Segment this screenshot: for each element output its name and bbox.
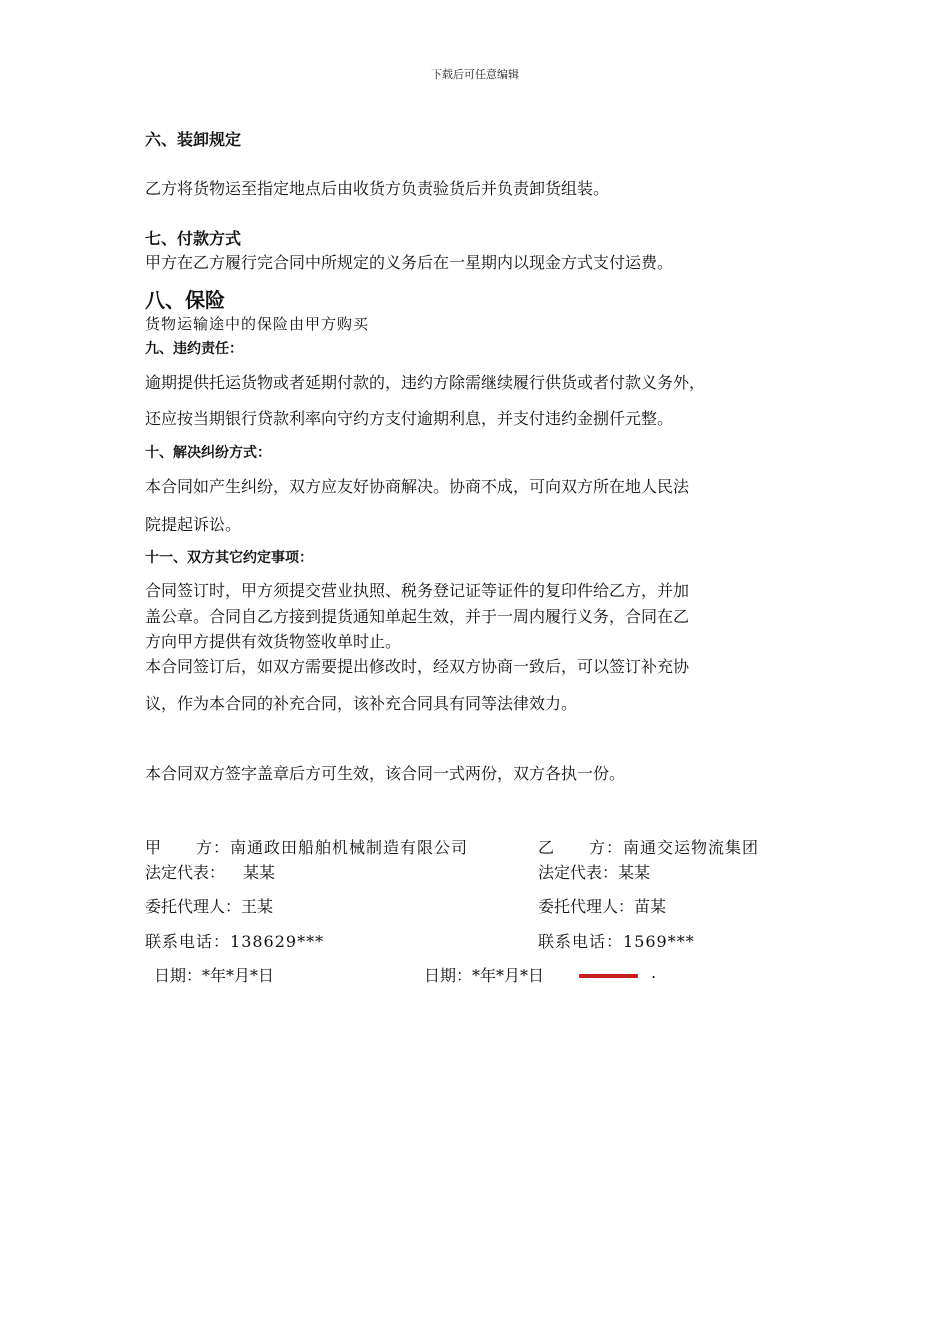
party-a-agent-row [145,894,273,917]
section-11-line-4: 本合同签订后，如双方需要提出修改时，经双方协商一致后，可以签订补充协 [145,657,690,676]
section-9-line-2: 还应按当期银行贷款利率向守约方支付逾期利息，并支付违约金捌仟元整。 [145,409,674,428]
section-11-line-1: 合同签订时，甲方须提交营业执照、税务登记证等证件的复印件给乙方，并加 [145,581,690,600]
party-a-date-label: 日期： [154,966,203,985]
section-6-body: 乙方将货物运至指定地点后由收货方负责验货后并负责卸货组装。 [145,179,610,198]
section-8-body: 货物运输途中的保险由甲方购买 [145,315,370,333]
party-a-phone-row [145,929,324,952]
party-a-date-value: *年*月*日 [202,966,275,985]
party-b-rep-label: 法定代表： [538,863,619,882]
section-11-title: 十一、双方其它约定事项： [145,550,313,566]
section-10-title: 十、解决纠纷方式： [145,445,271,461]
party-a-rep-label: 法定代表： [145,863,226,882]
header-note: 下载后可任意编辑 [431,68,519,81]
section-9-line-1: 逾期提供托运货物或者延期付款的，违约方除需继续履行供货或者付款义务外， [145,373,706,392]
section-7-title: 七、付款方式 [145,229,242,248]
party-a-name: 南通政田船舶机械制造有限公司 [230,838,469,857]
section-10-line-1: 本合同如产生纠纷，双方应友好协商解决。协商不成，可向双方所在地人民法 [145,477,690,496]
party-b-name: 南通交运物流集团 [623,838,760,857]
party-a-date-row [154,963,274,986]
party-a-phone-value: 138629*** [230,932,325,951]
section-7-body: 甲方在乙方履行完合同中所规定的义务后在一星期内以现金方式支付运费。 [145,253,674,272]
party-b-date-label: 日期： [424,966,473,985]
section-8-title: 八、保险 [145,288,225,312]
party-b-agent-value: 苗某 [634,897,667,916]
party-b-row [538,835,759,858]
party-b-date-value: *年*月*日 [472,966,545,985]
party-a-agent-value: 王某 [241,897,274,916]
party-b-label: 乙 方： [538,838,624,857]
party-a-rep-value: 某某 [243,863,276,882]
section-11-line-3: 方向甲方提供有效货物签收单时止。 [145,632,402,651]
party-b-agent-row [538,894,666,917]
closing-statement: 本合同双方签字盖章后方可生效，该合同一式两份，双方各执一份。 [145,764,626,783]
party-b-rep-row [538,860,650,883]
party-a-rep-row [145,860,275,883]
section-10-line-2: 院提起诉讼。 [145,515,242,534]
party-b-date-row [424,963,544,986]
party-b-phone-value: 1569*** [623,932,695,951]
seal-mark-line [579,974,638,978]
section-9-title: 九、违约责任： [145,341,243,357]
section-11-line-2: 盖公章。合同自乙方接到提货通知单起生效，并于一周内履行义务，合同在乙 [145,607,690,626]
section-11-line-5: 议，作为本合同的补充合同，该补充合同具有同等法律效力。 [145,694,578,713]
section-6-title: 六、装卸规定 [145,130,242,149]
party-b-phone-row [538,929,695,952]
party-a-agent-label: 委托代理人： [145,897,242,916]
party-a-row [145,835,468,858]
party-b-agent-label: 委托代理人： [538,897,635,916]
party-b-phone-label: 联系电话： [538,932,624,951]
party-a-label: 甲 方： [145,838,231,857]
party-b-rep-value: 某某 [618,863,651,882]
trailing-period: . [651,963,657,982]
party-a-phone-label: 联系电话： [145,932,231,951]
